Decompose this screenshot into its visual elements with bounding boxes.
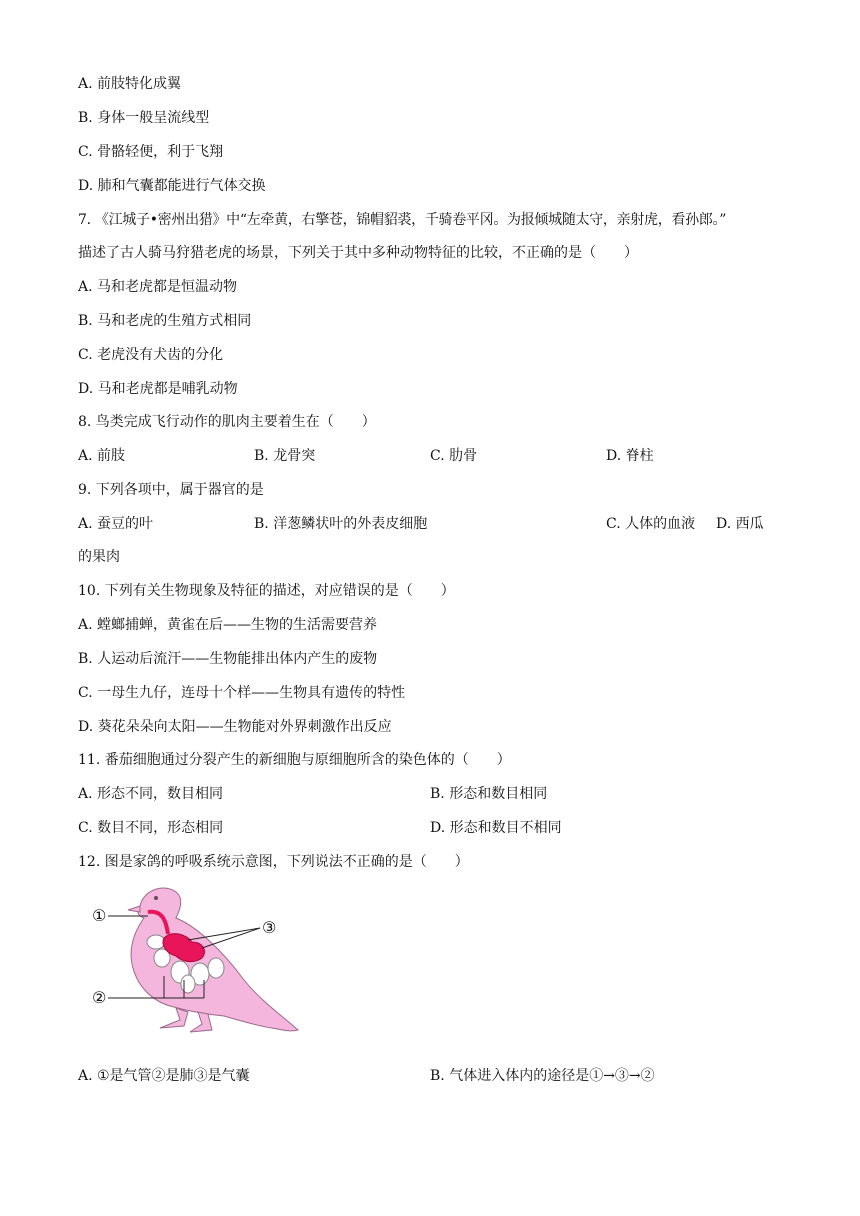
q11-option-c: C. 数目不同，形态相同 bbox=[78, 820, 224, 836]
q10-option-d: D. 葵花朵朵向太阳——生物能对外界刺激作出反应 bbox=[78, 719, 392, 735]
q9-option-d: D. 西瓜 bbox=[716, 516, 764, 532]
q10-option-c: C. 一母生九仔，连母十个样——生物具有遗传的特性 bbox=[78, 685, 406, 701]
q12-option-b: B. 气体进入体内的途径是①→③→② bbox=[430, 1068, 655, 1084]
q6-option-c: C. 骨骼轻便，利于飞翔 bbox=[78, 144, 224, 160]
figure-label-2: ② bbox=[92, 988, 107, 1007]
q11-option-a: A. 形态不同，数目相同 bbox=[78, 786, 224, 802]
bird-eye bbox=[154, 896, 158, 900]
q11-option-d: D. 形态和数目不相同 bbox=[430, 820, 562, 836]
q7-option-a: A. 马和老虎都是恒温动物 bbox=[78, 279, 238, 295]
q8-option-d: D. 脊柱 bbox=[606, 448, 654, 464]
air-sac bbox=[147, 935, 165, 949]
q9-option-d-wrap: 的果肉 bbox=[78, 549, 120, 565]
figure-label-1: ① bbox=[92, 906, 107, 925]
bird-beak bbox=[128, 906, 140, 912]
q10-option-a: A. 螳螂捕蝉，黄雀在后——生物的生活需要营养 bbox=[78, 617, 378, 633]
q9-stem: 9. 下列各项中，属于器官的是 bbox=[78, 482, 264, 498]
q8-option-b: B. 龙骨突 bbox=[254, 448, 316, 464]
q8-option-a: A. 前肢 bbox=[78, 448, 126, 464]
q11-stem: 11. 番茄细胞通过分裂产生的新细胞与原细胞所含的染色体的（ ） bbox=[78, 752, 511, 768]
q9-option-b: B. 洋葱鳞状叶的外表皮细胞 bbox=[254, 516, 428, 532]
air-sac bbox=[208, 958, 224, 978]
q8-stem: 8. 鸟类完成飞行动作的肌肉主要着生在（ ） bbox=[78, 414, 376, 430]
q9-option-c: C. 人体的血液 bbox=[606, 516, 696, 532]
pigeon-respiratory-diagram bbox=[84, 880, 304, 1040]
figure-label-3: ③ bbox=[262, 918, 277, 937]
q7-stem-line2: 描述了古人骑马狩猎老虎的场景，下列关于其中多种动物特征的比较，不正确的是（ ） bbox=[78, 245, 638, 261]
q10-option-b: B. 人运动后流汗——生物能排出体内产生的废物 bbox=[78, 651, 378, 667]
q6-option-b: B. 身体一般呈流线型 bbox=[78, 110, 210, 126]
q12-option-a: A. ①是气管②是肺③是气囊 bbox=[78, 1068, 250, 1084]
q9-option-a: A. 蚕豆的叶 bbox=[78, 516, 154, 532]
q11-option-b: B. 形态和数目相同 bbox=[430, 786, 548, 802]
q7-option-d: D. 马和老虎都是哺乳动物 bbox=[78, 381, 238, 397]
q10-stem: 10. 下列有关生物现象及特征的描述，对应错误的是（ ） bbox=[78, 583, 455, 599]
q6-option-a: A. 前肢特化成翼 bbox=[78, 76, 182, 92]
q8-option-c: C. 肋骨 bbox=[430, 448, 478, 464]
q7-option-b: B. 马和老虎的生殖方式相同 bbox=[78, 313, 252, 329]
q6-option-d: D. 肺和气囊都能进行气体交换 bbox=[78, 178, 266, 194]
q7-option-c: C. 老虎没有犬齿的分化 bbox=[78, 347, 224, 363]
air-sac bbox=[181, 975, 195, 993]
q7-stem-line1: 7. 《江城子•密州出猎》中“左牵黄，右擎苍，锦帽貂裘，千骑卷平冈。为报倾城随太守，亲射虎，看孙郎。” bbox=[78, 212, 727, 228]
q12-stem: 12. 图是家鸽的呼吸系统示意图，下列说法不正确的是（ ） bbox=[78, 854, 469, 870]
